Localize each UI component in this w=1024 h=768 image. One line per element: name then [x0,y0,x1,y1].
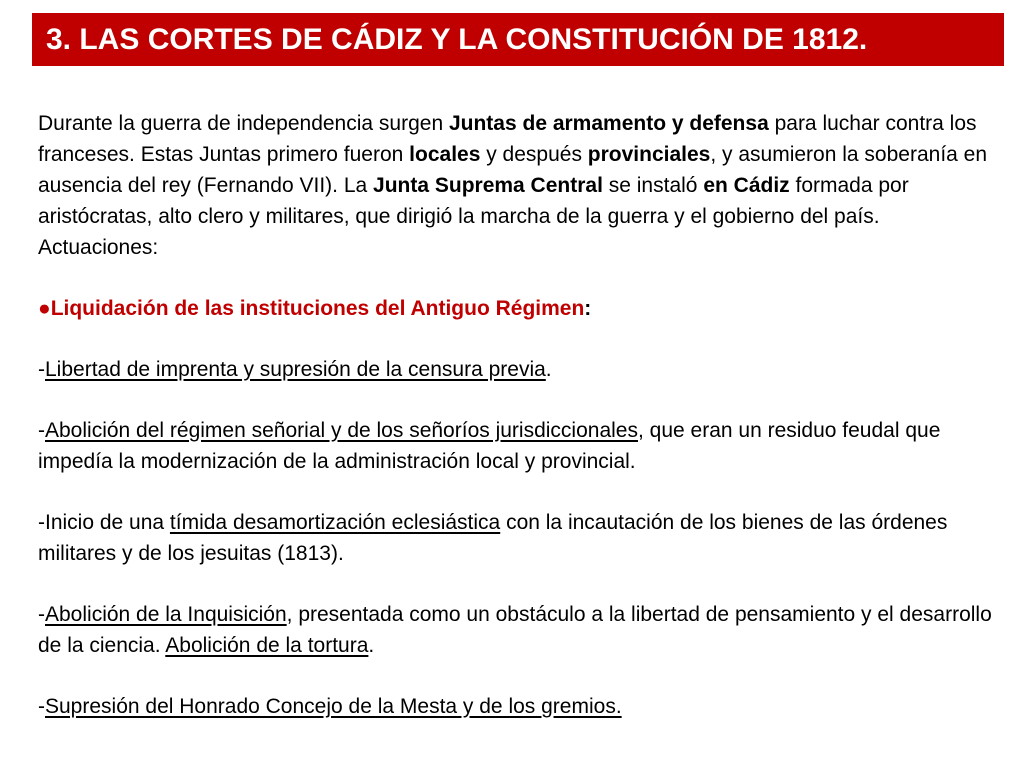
list-item-regimen-senorial [38,415,998,477]
list-item-desamortizacion [38,507,998,569]
item-prefix: -Inicio de una [38,511,170,534]
spacer [38,477,998,507]
intro-bold-junta-suprema: Junta Suprema Central [373,174,603,197]
slide-body [38,108,998,722]
intro-bold-provinciales: provinciales [587,143,711,166]
intro-text: Durante la guerra de independencia surgen [38,112,449,135]
list-item-mesta [38,691,998,722]
intro-bold-juntas: Juntas de armamento y defensa [448,112,769,135]
intro-text: se instaló [602,174,704,197]
item-underlined: Abolición del régimen señorial y de los señoríos jurisdiccionales [45,419,638,442]
item-underlined: tímida desamortización eclesiástica [169,511,501,534]
item-rest: con la incautación de los bienes de las órdenes militares y de los jesuitas (1813). [38,511,948,565]
item-underlined: Libertad de imprenta y supresión de la censura previa [45,358,546,381]
intro-text: y después [480,143,588,166]
title-bar [32,13,1004,66]
section-heading-colon: : [584,297,592,320]
item-dash: - [38,358,45,381]
item-underlined: Supresión del Honrado Concejo de la Mesta y de los gremios. [45,695,622,718]
spacer [38,385,998,415]
item-underlined: Abolición de la Inquisición [45,603,287,626]
intro-text: para luchar contra los franceses. Estas Juntas primero fueron [38,112,977,166]
intro-paragraph [38,108,998,263]
list-item-imprenta [38,354,998,385]
item-middle: , presentada como un obstáculo a la libertad de pensamiento y el desarrollo de la ciencia. [38,603,992,657]
bullet-icon: ● [38,297,51,320]
intro-text: formada por aristócratas, alto clero y militares, que dirigió la marcha de la guerra y el gobierno del país. Actuaciones: [38,174,909,259]
item-dash: - [38,695,45,718]
item-underlined-2: Abolición de la tortura [165,634,369,657]
spacer [38,324,998,354]
section-heading [38,293,998,324]
intro-bold-locales: locales [409,143,481,166]
spacer [38,569,998,599]
item-dash: - [38,419,45,442]
item-rest: , que eran un residuo feudal que impedía la modernización de la administración local y provincial. [38,419,941,473]
slide-title: 3. LAS CORTES DE CÁDIZ Y LA CONSTITUCIÓN DE 1812. [46,22,868,56]
section-heading-text: Liquidación de las instituciones del Antiguo Régimen [50,297,585,320]
intro-text: , y asumieron la soberanía en ausencia del rey (Fernando VII). La [38,143,988,197]
list-item-inquisicion [38,599,998,661]
intro-bold-en-cadiz: en Cádiz [703,174,790,197]
spacer [38,263,998,293]
item-rest: . [368,634,375,657]
item-rest: . [545,358,552,381]
spacer [38,661,998,691]
item-dash: - [38,603,45,626]
